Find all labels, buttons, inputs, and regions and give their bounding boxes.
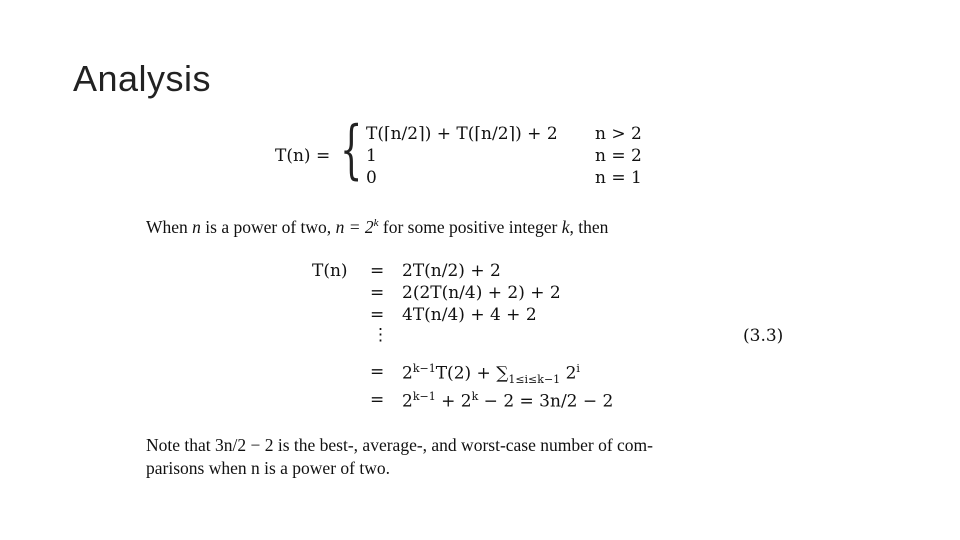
derivation-line-2: 2(2T(n/4) + 2) + 2 (402, 283, 561, 303)
equation-number: (3.3) (743, 326, 784, 346)
left-brace: { (340, 113, 363, 187)
case-cond-3: n = 1 (595, 168, 642, 188)
derivation-lhs: T(n) (312, 261, 348, 281)
case-cond-2: n = 2 (595, 146, 642, 166)
recurrence-lhs: T(n) = (275, 146, 331, 166)
case-expr-1: T(⌈n/2⌉) + T(⌈n/2⌉) + 2 (366, 124, 558, 144)
equals-sign: = (370, 305, 385, 325)
note-line-1: Note that 3n/2 − 2 is the best-, average-, and worst-case number of com- (146, 435, 653, 455)
case-cond-1: n > 2 (595, 124, 642, 144)
derivation-line-1: 2T(n/2) + 2 (402, 261, 501, 281)
paragraph-intro: When n is a power of two, $n = 2^k$ for some positive integer k, then (146, 217, 609, 237)
equals-sign: = (370, 283, 385, 303)
case-expr-2: 1 (366, 146, 377, 166)
slide-title: Analysis (73, 58, 212, 99)
vertical-dots: ⋮ (372, 325, 389, 345)
equals-sign: = (370, 261, 385, 281)
case-expr-3: 0 (366, 168, 377, 188)
equals-sign: = (370, 362, 385, 382)
derivation-line-final: $2^{k-1} + 2^k - 2 = 3n/2 - 2$ (402, 390, 614, 412)
paragraph-note (146, 434, 653, 480)
equals-sign: = (370, 390, 385, 410)
note-line-2: parisons when n is a power of two. (146, 458, 390, 478)
derivation-line-sum: $2^{k-1}T(2) + \sum_{1\le i\le k-1}$ 2$^i$ (402, 362, 580, 387)
derivation-line-3: 4T(n/4) + 4 + 2 (402, 305, 537, 325)
